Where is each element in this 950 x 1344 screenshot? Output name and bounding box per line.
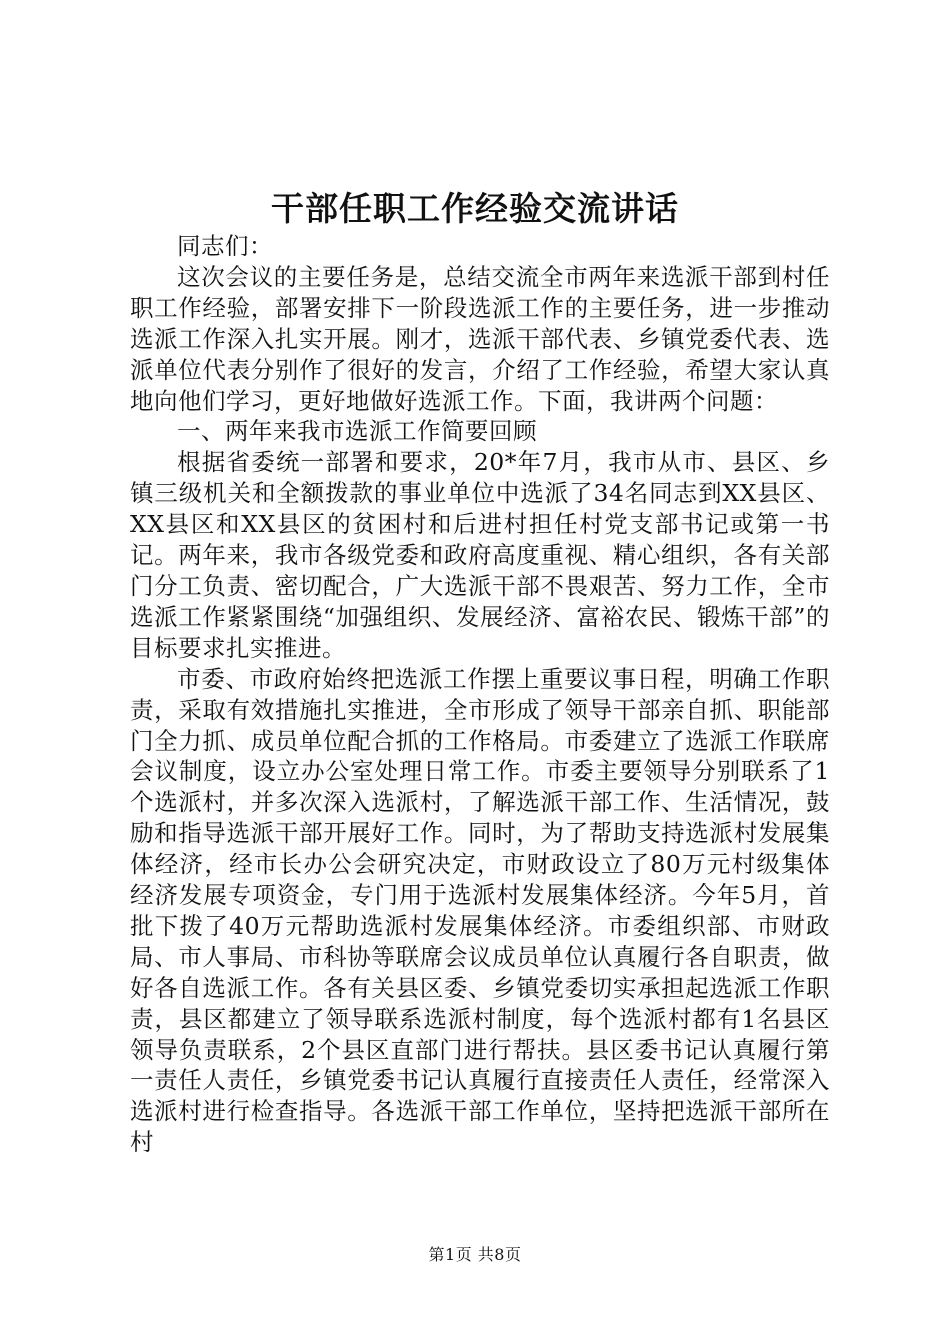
page-footer: 第1页 共8页 <box>428 1245 522 1264</box>
intro-paragraph: 这次会议的主要任务是，总结交流全市两年来选派干部到村任职工作经验，部署安排下一阶段选派工作的主要任务，进一步推动选派工作深入扎实开展。刚才，选派干部代表、乡镇党委代表、选派单位代表分别作了很好的发言，介绍了工作经验，希望大家认真地向他们学习，更好地做好选派工作。下面，我讲两个问题： <box>130 262 830 415</box>
body-paragraph: 市委、市政府始终把选派工作摆上重要议事日程，明确工作职责，采取有效措施扎实推进，全市形成了领导干部亲自抓、职能部门全力抓、成员单位配合抓的工作格局。市委建立了选派工作联席会议制度，设立办公室处理日常工作。市委主要领导分别联系了1个选派村，并多次深入选派村，了解选派干部工作、生活情况，鼓励和指导选派干部开展好工作。同时，为了帮助支持选派村发展集体经济，经市长办公会研究决定，市财政设立了80万元村级集体经济发展专项资金，专门用于选派村发展集体经济。今年5月，首批下拨了40万元帮助选派村发展集体经济。市委组织部、市财政局、市人事局、市科协等联席会议成员单位认真履行各自职责，做好各自选派工作。各有关县区委、乡镇党委切实承担起选派工作职责，县区都建立了领导联系选派村制度，每个选派村都有1名县区领导负责联系，2个县区直部门进行帮扶。县区委书记认真履行第一责任人责任，乡镇党委书记认真履行直接责任人责任，经常深入选派村进行检查指导。各选派干部工作单位，坚持把选派干部所在村 <box>130 664 830 1157</box>
body-paragraph: 根据省委统一部署和要求，20*年7月，我市从市、县区、乡镇三级机关和全额拨款的事业单位中选派了34名同志到XX县区、XX县区和XX县区的贫困村和后进村担任村党支部书记或第一书记。两年来，我市各级党委和政府高度重视、精心组织，各有关部门分工负责、密切配合，广大选派干部不畏艰苦、努力工作，全市选派工作紧紧围绕“加强组织、发展经济、富裕农民、锻炼干部”的目标要求扎实推进。 <box>130 448 830 662</box>
document-body <box>130 231 830 1158</box>
salutation-paragraph: 同志们： <box>177 232 273 260</box>
section-heading: 一、两年来我市选派工作简要回顾 <box>177 417 537 446</box>
document-title: 干部任职工作经验交流讲话 <box>271 189 679 228</box>
